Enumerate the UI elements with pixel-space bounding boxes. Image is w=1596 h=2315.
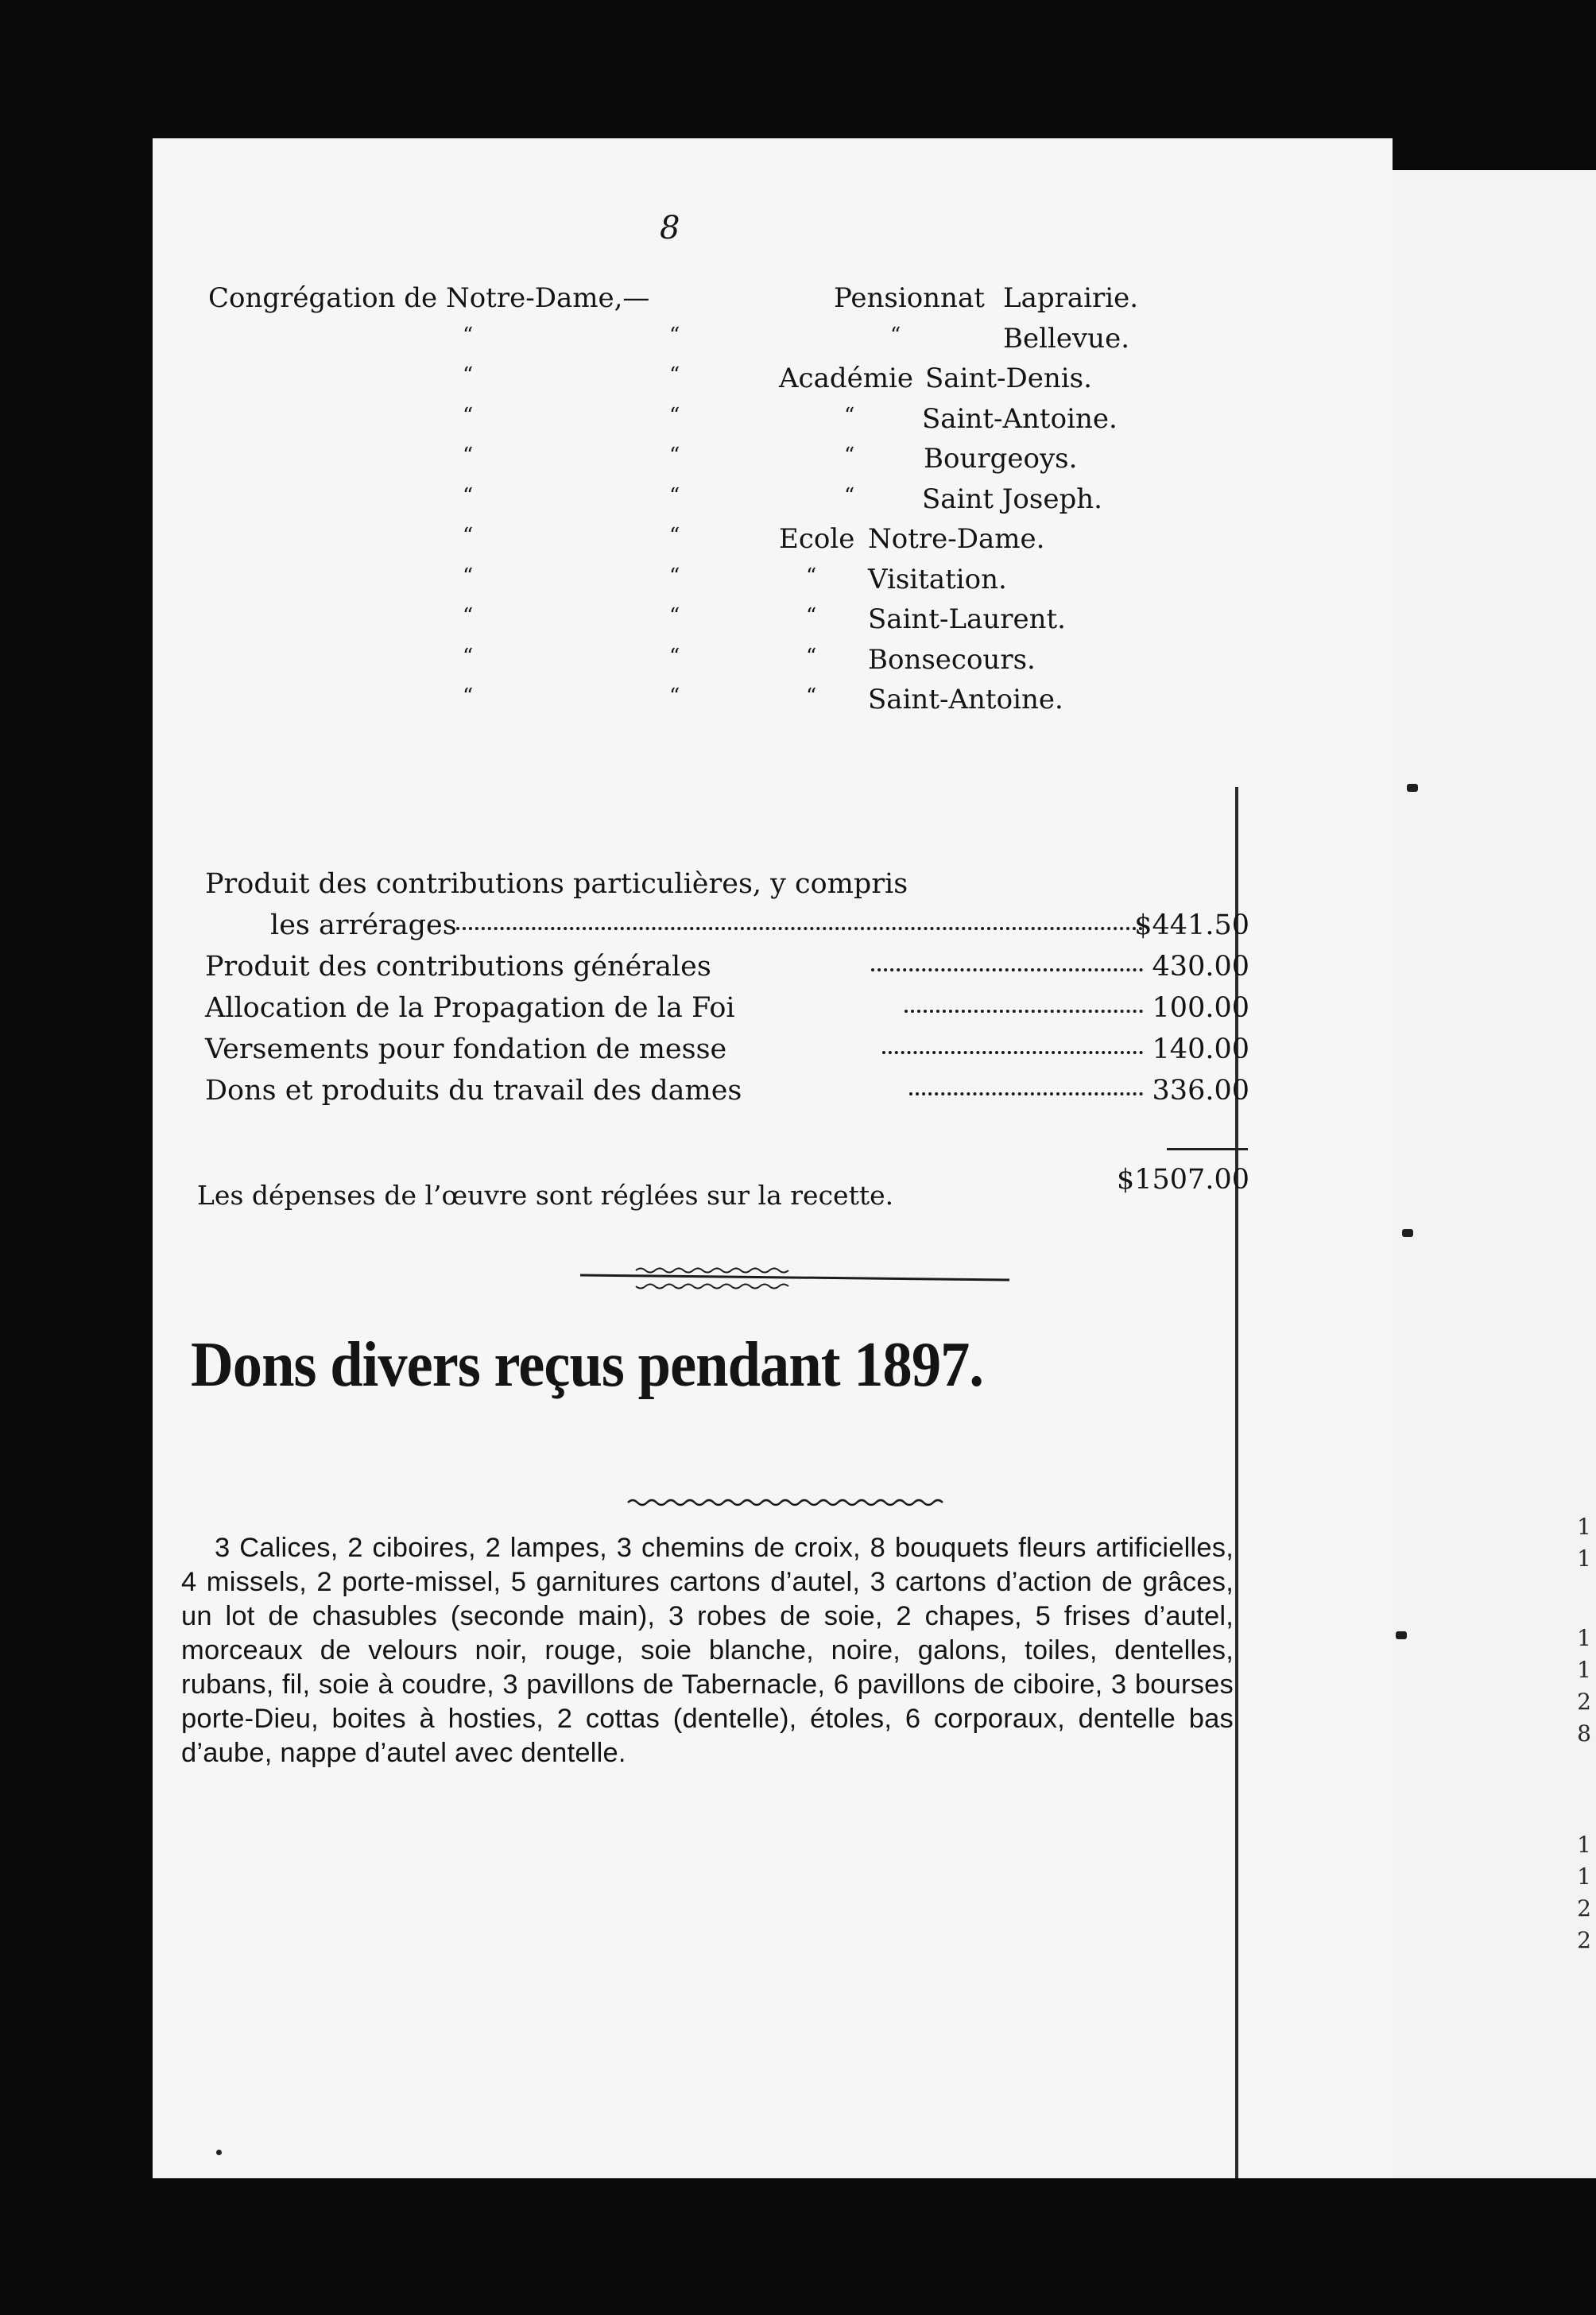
expenses-note: Les dépenses de l’œuvre sont réglées sur la recette. — [197, 1180, 894, 1211]
edge-digit: 1 — [1577, 1545, 1591, 1572]
ditto-mark: “ — [806, 684, 817, 708]
ditto-mark: “ — [463, 483, 474, 508]
dot-leader — [882, 1051, 1143, 1054]
school-name: Bonsecours. — [868, 643, 1036, 676]
congregation-name: Congrégation de Notre-Dame,— — [208, 282, 650, 314]
receipt-label: Produit des contributions particulières, y compris — [205, 868, 908, 900]
school-name: Visitation. — [868, 563, 1007, 595]
list-item — [208, 519, 1257, 560]
ditto-mark: “ — [844, 444, 855, 467]
receipt-label: Versements pour fondation de messe — [205, 1033, 727, 1065]
ditto-mark: “ — [844, 483, 855, 508]
ditto-mark: “ — [669, 524, 680, 548]
ditto-mark: “ — [669, 564, 680, 588]
edge-digit: 2 — [1577, 1895, 1591, 1921]
edge-digit: 1 — [1577, 1625, 1591, 1651]
fold-marker — [1402, 1229, 1413, 1237]
school-name: Saint-Laurent. — [868, 603, 1066, 635]
list-item — [208, 479, 1257, 520]
dot-leader — [871, 968, 1143, 971]
page-number: 8 — [660, 210, 680, 246]
ditto-mark: “ — [890, 323, 901, 347]
list-item — [208, 680, 1257, 720]
receipt-row — [205, 905, 1249, 946]
receipt-row — [205, 946, 1249, 987]
ditto-mark: “ — [669, 403, 680, 428]
receipt-amount: 100.00 — [1152, 992, 1249, 1024]
receipt-amount: 140.00 — [1152, 1033, 1249, 1065]
ditto-mark: “ — [463, 363, 474, 387]
school-name: Bourgeoys. — [924, 443, 1078, 475]
ditto-mark: “ — [669, 323, 680, 347]
ditto-mark: “ — [463, 444, 474, 467]
edge-digit: 8 — [1577, 1720, 1591, 1747]
school-name: Saint-Denis. — [925, 363, 1092, 394]
ornamental-divider — [625, 1495, 951, 1514]
receipt-label: Dons et produits du travail des dames — [205, 1075, 742, 1107]
ornamental-divider — [580, 1264, 1009, 1296]
total-rule — [1167, 1148, 1248, 1150]
ditto-mark: “ — [669, 444, 680, 467]
school-type: Ecole — [779, 523, 855, 555]
fold-marker — [1407, 784, 1418, 792]
school-name: Saint Joseph. — [922, 483, 1102, 515]
list-item — [208, 560, 1257, 600]
ditto-mark: “ — [806, 564, 817, 588]
school-name: Saint-Antoine. — [868, 684, 1063, 715]
ditto-mark: “ — [669, 483, 680, 508]
receipt-amount: 336.00 — [1152, 1075, 1249, 1107]
ditto-mark: “ — [669, 363, 680, 387]
ditto-mark: “ — [463, 564, 474, 588]
total-amount: $1507.00 — [1116, 1164, 1249, 1196]
edge-digit: 1 — [1577, 1832, 1591, 1858]
ditto-mark: “ — [463, 403, 474, 428]
list-item — [208, 319, 1257, 359]
receipt-amount: 430.00 — [1152, 951, 1249, 983]
receipt-label: Produit des contributions générales — [205, 951, 711, 983]
list-item — [208, 359, 1257, 399]
dot-leader — [905, 1010, 1143, 1013]
school-name: Bellevue. — [1003, 322, 1130, 355]
edge-digit: 2 — [1577, 1927, 1591, 1953]
ditto-mark: “ — [806, 644, 817, 669]
ditto-mark: “ — [669, 684, 680, 708]
receipt-row — [205, 1029, 1249, 1070]
list-item — [208, 439, 1257, 479]
ditto-mark: “ — [463, 524, 474, 548]
receipt-row — [205, 863, 1249, 905]
school-name: Laprairie. — [1003, 282, 1139, 314]
receipt-label: les arrérages — [270, 909, 457, 941]
ditto-mark: “ — [463, 323, 474, 347]
edge-digit: 1 — [1577, 1514, 1591, 1540]
ditto-mark: “ — [669, 644, 680, 669]
receipt-amount: $441.50 — [1134, 909, 1249, 941]
list-item — [208, 599, 1257, 640]
fold-marker — [1396, 1631, 1407, 1639]
school-name: Notre-Dame. — [868, 523, 1045, 555]
ditto-mark: “ — [463, 644, 474, 669]
ditto-mark: “ — [844, 403, 855, 428]
receipt-row — [205, 987, 1249, 1029]
school-type: Pensionnat — [834, 282, 985, 314]
dot-leader — [909, 1092, 1143, 1095]
ditto-mark: “ — [806, 604, 817, 628]
list-item — [208, 399, 1257, 440]
school-list — [208, 278, 1257, 720]
receipt-label: Allocation de la Propagation de la Foi — [205, 992, 735, 1024]
donations-paragraph: 3 Calices, 2 ciboires, 2 lampes, 3 chemins de croix, 8 bouquets fleurs artificielles, 4 missels, 2 porte-missel, 5 garnitures cartons d’autel, 3 cartons d’action de grâces, un lot de chasubles (seconde main), 3 robes de soie, 2 chapes, 5 frises d’autel, morceaux de velours noir, rouge, soie blanche, noire, galons, toiles, dentelles, rubans, fil, soie à coudre, 3 pavillons de Tabernacle, 6 pavillons de ciboire, 3 bourses porte-Dieu, boites à hosties, 2 cottas (dentelle), étoles, 6 corporaux, dentelle bas d’aube, nappe d’autel avec dentelle. — [181, 1533, 1234, 1768]
section-title: Dons divers reçus pendant 1897. — [191, 1330, 984, 1400]
edge-digit: 1 — [1577, 1863, 1591, 1890]
edge-digit: 2 — [1577, 1689, 1591, 1715]
ditto-mark: “ — [669, 604, 680, 628]
edge-digit: 1 — [1577, 1657, 1591, 1683]
school-name: Saint-Antoine. — [922, 402, 1118, 435]
ditto-mark: “ — [463, 604, 474, 628]
ditto-mark: “ — [463, 684, 474, 708]
school-type: Académie — [779, 363, 913, 394]
list-item — [208, 278, 1257, 319]
receipt-row — [205, 1070, 1249, 1111]
facing-page-edge — [1386, 170, 1596, 2178]
dot-leader — [456, 927, 1143, 930]
list-item — [208, 640, 1257, 681]
